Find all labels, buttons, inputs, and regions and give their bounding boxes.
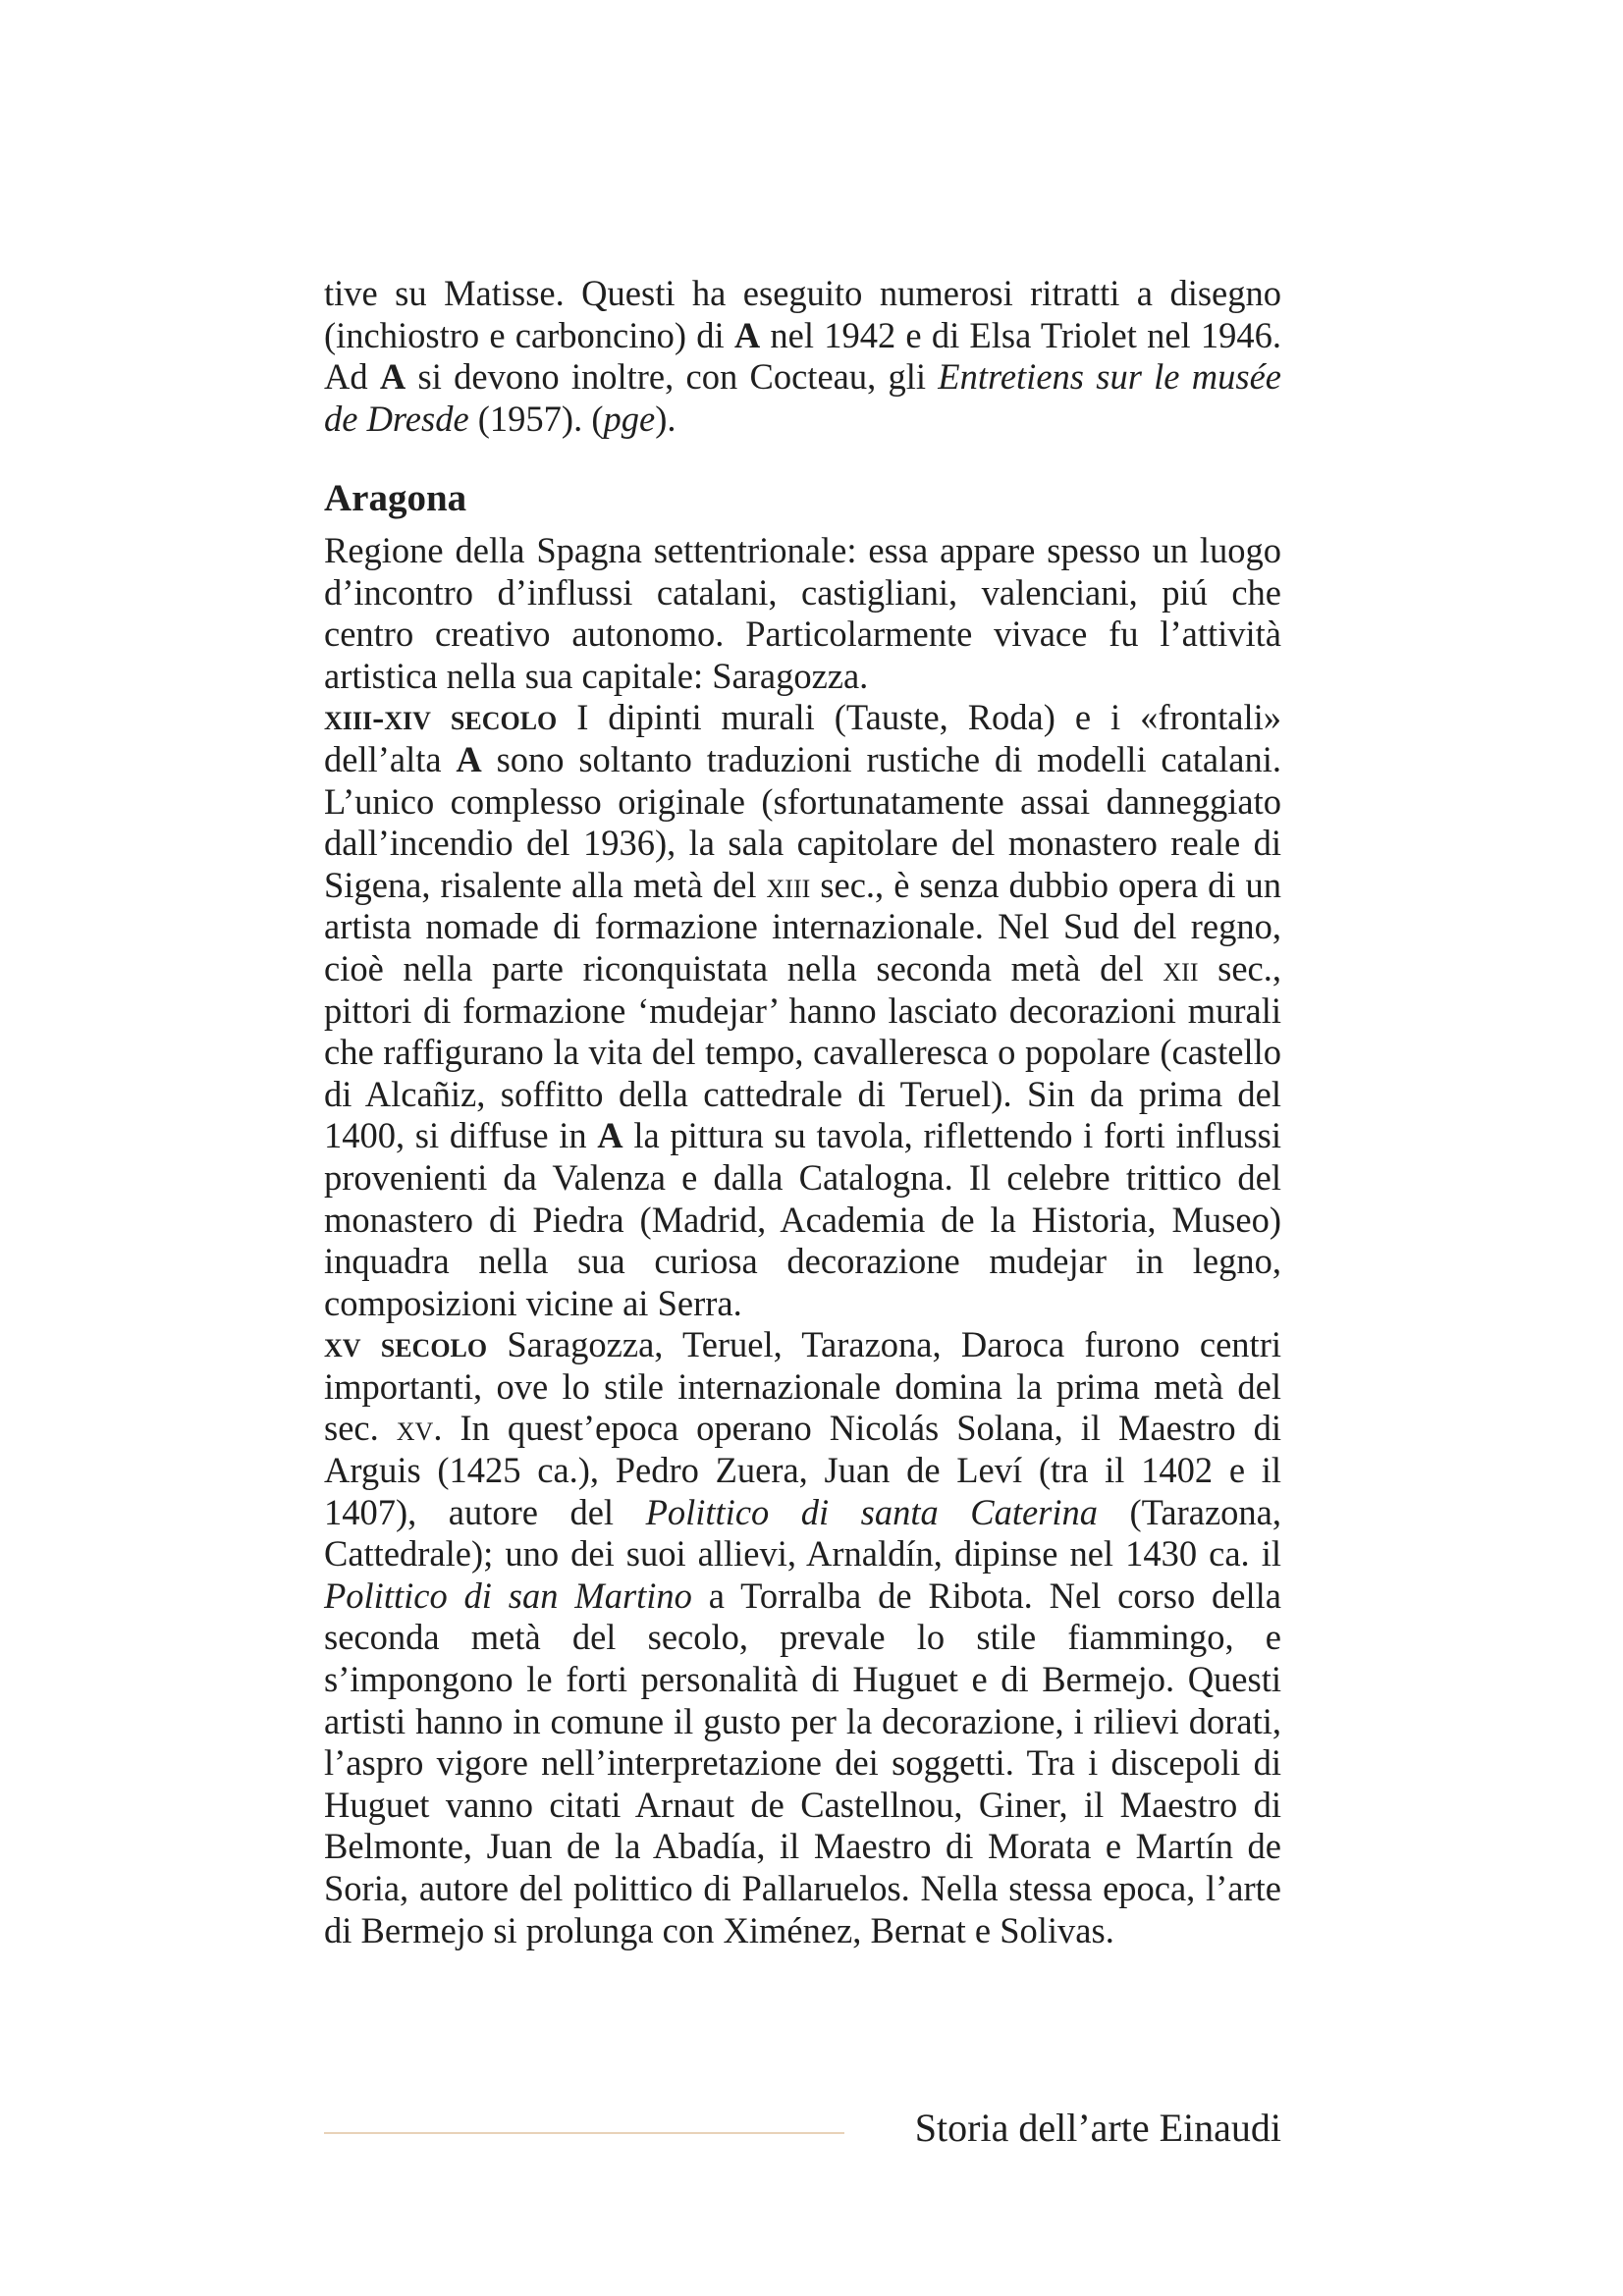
page-footer (324, 2101, 1281, 2160)
text-run: . In quest’epoca operano Nicolás Solana, il Maestro di Arguis (1425 ca.), Pedro Zuera, Juan de Leví (tra il 1402 e il 1407), autore del (324, 1408, 1281, 1532)
section-label: xiii-xiv secolo (324, 697, 558, 738)
text-run: I dipinti murali (Tauste, Roda) e i «frontali» dell’alta (324, 697, 1281, 779)
century-numeral: xii (1163, 947, 1199, 988)
footer-publication-title: Storia dell’arte Einaudi (914, 2106, 1281, 2150)
entry-heading: Aragona (324, 477, 467, 519)
work-title: Entretiens sur le musée de Dresde (324, 356, 1281, 439)
century-numeral: xiii (766, 864, 811, 905)
text-run: si devono inoltre, con Cocteau, gli (406, 356, 939, 398)
text-run: (1957). ( (468, 398, 604, 439)
text-run: nel 1942 e di Elsa Triolet nel 1946. Ad (324, 314, 1281, 398)
text-run: (Tarazona, Cattedrale); uno dei suoi allievi, Arnaldín, dipinse nel 1430 ca. il (324, 1491, 1282, 1575)
entry-body (324, 530, 1281, 1951)
section-13-14-century (324, 697, 1281, 1324)
abbreviation: A (597, 1115, 623, 1156)
entry-intro-paragraph: Regione della Spagna settentrionale: essa appare spesso un luogo d’incontro d’influssi catalani, castigliani, valenciani, piú che centro creativo autonomo. Particolarmente vivace fu l’attività artistica nella sua capitale: Saragozza. (324, 530, 1281, 696)
text-run: la pittura su tavola, riflettendo i forti influssi provenienti da Valenza e dalla Catalogna. Il celebre trittico del monastero di Piedra (Madrid, Academia de la Historia, Museo) inquadra nella sua curiosa decorazione mudejar in legno, composizioni vicine ai Serra. (324, 1115, 1281, 1323)
text-run: ). (655, 398, 676, 439)
abbreviation: A (379, 356, 406, 398)
century-numeral: xv (396, 1408, 434, 1449)
intro-paragraph (324, 273, 1281, 440)
abbreviation: A (456, 738, 482, 779)
abbreviation: A (733, 314, 761, 355)
text-run: sec., pittori di formazione ‘mudejar’ hanno lasciato decorazioni murali che raffigurano la vita del tempo, cavalleresca o popolare (castello di Alcañiz, soffitto della cattedrale di Teruel). Sin da prima del 1400, si diffuse in (324, 947, 1281, 1156)
text-run: a Torralba de Ribota. Nel corso della seconda metà del secolo, prevale lo stile fiammingo, e s’impongono le forti personalità di Huguet e di Bermejo. Questi artisti hanno in comune il gusto per la decorazione, i rilievi dorati, l’aspro vigore nell’interpretazione dei soggetti. Tra i discepoli di Huguet vanno citati Arnaut de Castellnou, Giner, il Maestro di Belmonte, Juan de la Abadía, il Maestro di Morata e Martín de Soria, autore del polittico di Pallaruelos. Nella stessa epoca, l’arte di Bermejo si prolunga con Ximénez, Bernat e Solivas. (324, 1575, 1281, 1950)
footer-rule (324, 2132, 844, 2134)
section-15-century (324, 1324, 1281, 1951)
text-run: sec., è senza dubbio opera di un artista nomade di formazione internazionale. Nel Sud del regno, cioè nella parte riconquistata nella seconda metà del (324, 864, 1282, 988)
work-title: Polittico di san Martino (324, 1575, 692, 1616)
text-run: sono soltanto traduzioni rustiche di modelli catalani. L’unico complesso originale (sfortunatamente assai danneggiato dall’incendio del 1936), la sala capitolare del monastero reale di Sigena, risalente alla metà del (324, 738, 1281, 905)
text-run: Saragozza, Teruel, Tarazona, Daroca furono centri importanti, ove lo stile internazionale domina la prima metà del sec. (324, 1324, 1281, 1449)
work-title: Polittico di santa Caterina (645, 1491, 1099, 1532)
text-run: tive su Matisse. Questi ha eseguito numerosi ritratti a disegno (inchiostro e carboncino) di (324, 273, 1281, 355)
section-label: xv secolo (324, 1324, 488, 1365)
author-initials: pge (603, 398, 656, 439)
